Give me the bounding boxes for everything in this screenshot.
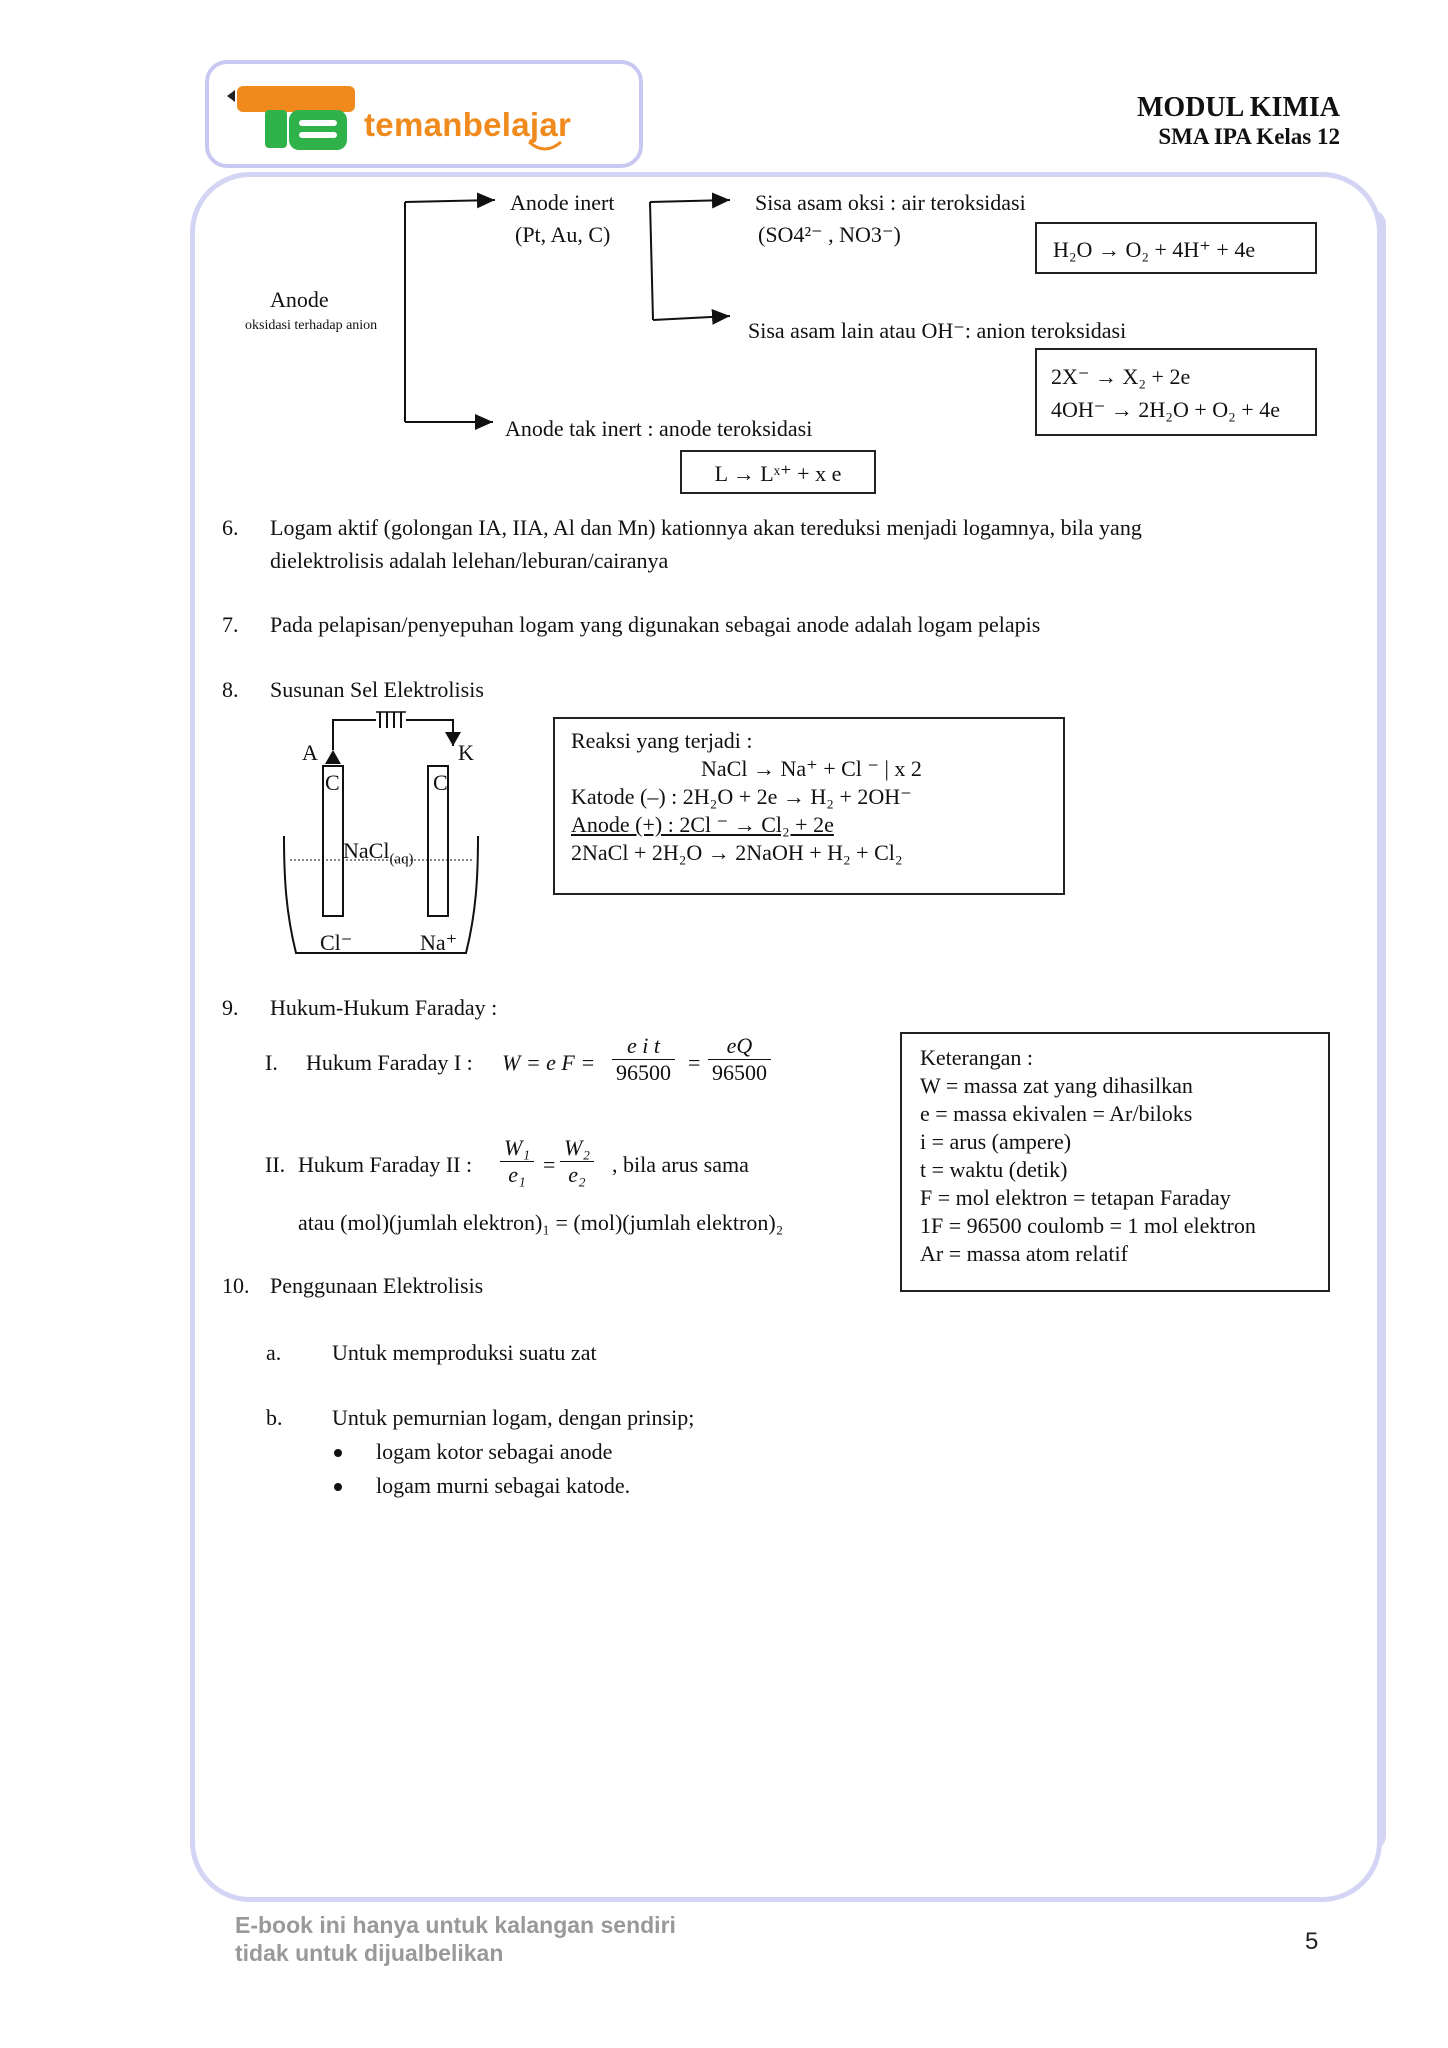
anode-label: Anode	[270, 287, 329, 312]
electrode-right-label: C	[433, 770, 448, 795]
law-1-fraction-1	[612, 1033, 675, 1086]
other-acid-title: Sisa asam lain atau OH⁻: anion teroksidasi	[748, 318, 1127, 343]
law-1-equals: =	[688, 1050, 701, 1075]
legend-title: Keterangan :	[920, 1045, 1033, 1070]
oxy-acid-title: Sisa asam oksi : air teroksidasi	[755, 190, 1026, 215]
item-9-text: Hukum-Hukum Faraday :	[270, 995, 498, 1020]
legend-row: W = massa zat yang dihasilkan	[920, 1073, 1193, 1098]
bullet-icon	[334, 1449, 342, 1457]
law-1-label: Hukum Faraday I :	[306, 1050, 473, 1075]
law-1-frac2-numerator: eQ	[708, 1033, 771, 1060]
law-1-frac1-denominator: 96500	[616, 1060, 671, 1085]
arrow-other-acid	[650, 300, 740, 330]
brand-name: temanbelajar	[364, 106, 572, 143]
reaction-line-1: NaCl → Na⁺ + Cl ⁻ | x 2	[701, 756, 922, 781]
legend-row: i = arus (ampere)	[920, 1129, 1072, 1154]
inert-examples: (Pt, Au, C)	[515, 222, 611, 247]
reaction-line-3: Anode (+) : 2Cl ⁻ → Cl₂ + 2e	[571, 812, 834, 837]
reaction-line-4: 2NaCl + 2H₂O → 2NaOH + H₂ + Cl₂	[571, 840, 903, 865]
non-inert-title: Anode tak inert : anode teroksidasi	[505, 416, 813, 441]
item-10-text: Penggunaan Elektrolisis	[270, 1273, 484, 1298]
law-1-fraction-2	[708, 1033, 771, 1086]
footer-disclaimer-line2: tidak untuk dijualbelikan	[235, 1940, 504, 1966]
use-a-text: Untuk memproduksi suatu zat	[332, 1340, 597, 1365]
law-2-label: Hukum Faraday II :	[298, 1152, 473, 1177]
cathode-letter: K	[458, 740, 474, 765]
bullet-item-1: logam kotor sebagai anode	[376, 1439, 613, 1464]
anode-letter: A	[302, 740, 318, 765]
law-1-frac1-numerator: e i t	[612, 1033, 675, 1060]
teman-belajar-logo-icon	[225, 80, 365, 160]
law-2-condition: , bila arus sama	[612, 1152, 749, 1177]
anode-note: oksidasi terhadap anion	[245, 318, 378, 333]
law-2-frac1-numerator: W₁	[500, 1135, 534, 1162]
item-7-number: 7.	[222, 612, 239, 637]
anion-oxidation-box	[1035, 348, 1317, 436]
item-8-number: 8.	[222, 677, 239, 702]
use-b-text: Untuk pemurnian logam, dengan prinsip;	[332, 1405, 695, 1430]
item-8-text: Susunan Sel Elektrolisis	[270, 677, 484, 702]
eq-hydroxide: 4OH⁻ → 2H₂O + O₂ + 4e	[1051, 397, 1280, 422]
item-6-line1: Logam aktif (golongan IA, IIA, Al dan Mn) kationnya akan tereduksi menjadi logamnya, bila yang	[270, 515, 1142, 540]
law-2-alternative: atau (mol)(jumlah elektron)₁ = (mol)(jumlah elektron)₂	[298, 1210, 784, 1235]
law-1-frac2-denominator: 96500	[712, 1060, 767, 1085]
smile-icon	[525, 140, 565, 156]
law-1-number: I.	[265, 1050, 278, 1075]
eq-halide: 2X⁻ → X₂ + 2e	[1051, 364, 1191, 389]
law-2-frac2-denominator: e₂	[568, 1162, 586, 1187]
law-2-number: II.	[265, 1152, 286, 1177]
item-6-line2: dielektrolisis adalah lelehan/leburan/cairanya	[270, 548, 669, 573]
item-6-number: 6.	[222, 515, 239, 540]
metal-oxidation-box: L → Lˣ⁺ + x e	[680, 450, 876, 494]
item-7-text: Pada pelapisan/penyepuhan logam yang digunakan sebagai anode adalah logam pelapis	[270, 612, 1041, 637]
legend-row: e = massa ekivalen = Ar/biloks	[920, 1101, 1193, 1126]
law-2-frac2-numerator: W₂	[560, 1135, 594, 1162]
ion-right-label: Na⁺	[420, 930, 458, 955]
use-b-label: b.	[266, 1405, 283, 1430]
footer-disclaimer-line1: E-book ini hanya untuk kalangan sendiri	[235, 1912, 676, 1938]
water-oxidation-box: H₂O → O₂ + 4H⁺ + 4e	[1035, 222, 1317, 274]
law-2-fraction-2	[560, 1135, 594, 1188]
law-1-lhs: W = e F =	[502, 1050, 596, 1075]
use-a-label: a.	[266, 1340, 282, 1365]
oxy-acid-examples: (SO4²⁻ , NO3⁻)	[758, 222, 901, 247]
solution-label: NaCl$_{(aq)}$	[343, 838, 414, 868]
legend-row: F = mol elektron = tetapan Faraday	[920, 1185, 1231, 1210]
law-2-fraction-1	[500, 1135, 534, 1188]
reaction-line-2: Katode (–) : 2H₂O + 2e → H₂ + 2OH⁻	[571, 784, 912, 809]
item-10-number: 10.	[222, 1273, 250, 1298]
legend-box	[900, 1032, 1330, 1292]
item-9-number: 9.	[222, 995, 239, 1020]
law-2-frac1-denominator: e₁	[508, 1162, 526, 1187]
ion-left-label: Cl⁻	[320, 930, 353, 955]
electrode-left-label: C	[325, 770, 340, 795]
page-number: 5	[1305, 1928, 1319, 1955]
module-subtitle: SMA IPA Kelas 12	[1158, 124, 1340, 149]
law-2-equals: =	[543, 1152, 556, 1177]
legend-row: t = waktu (detik)	[920, 1157, 1068, 1182]
inert-title: Anode inert	[510, 190, 615, 215]
module-title: MODUL KIMIA	[1137, 92, 1340, 123]
bullet-item-2: logam murni sebagai katode.	[376, 1473, 631, 1498]
reaction-title: Reaksi yang terjadi :	[571, 728, 753, 753]
legend-row: Ar = massa atom relatif	[920, 1241, 1128, 1266]
bullet-icon	[334, 1483, 342, 1491]
legend-row: 1F = 96500 coulomb = 1 mol elektron	[920, 1213, 1256, 1238]
reaction-box	[553, 717, 1065, 895]
